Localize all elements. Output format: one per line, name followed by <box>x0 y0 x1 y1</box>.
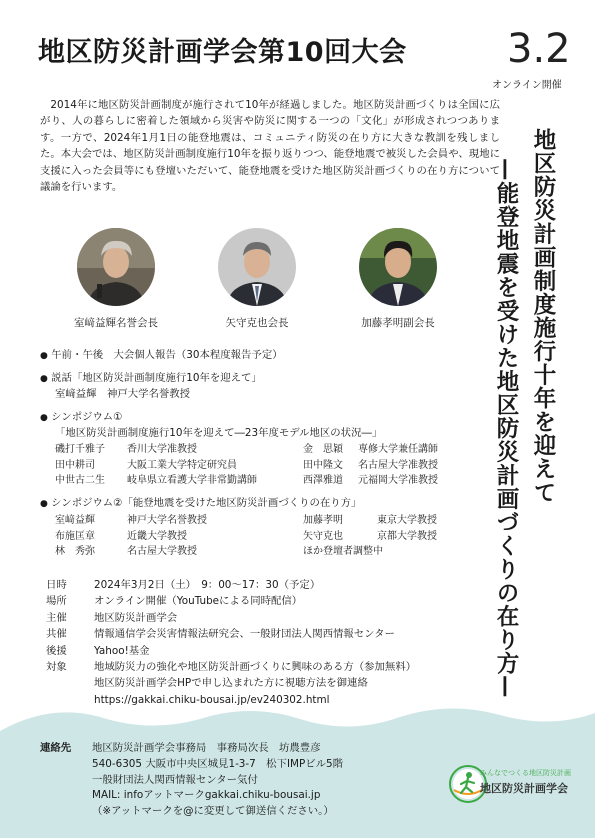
panelist-name: 西澤雅道 <box>303 475 343 486</box>
panelist-name: 金 思穎 <box>303 444 343 455</box>
panelist-affiliation: 神戸大学名誉教授 <box>127 515 207 526</box>
info-label: 対象 <box>46 660 67 673</box>
bullet-icon: ● <box>40 374 48 384</box>
info-label: 場所 <box>46 595 67 608</box>
info-value: 地区防災計画学会 <box>94 611 178 624</box>
speaker-photo-murosaki <box>77 228 155 306</box>
info-label: 日時 <box>46 579 67 591</box>
panelist-name: 室﨑益輝 <box>55 515 95 526</box>
contact-block <box>40 741 344 820</box>
program-item-4 <box>40 495 361 513</box>
info-value: 情報通信学会災害情報法研究会、一般財団法人関西情報センター <box>94 628 395 641</box>
bullet-icon: ● <box>40 351 48 361</box>
speaker-caption-1: 室﨑益輝名誉会長 <box>74 317 158 329</box>
panelist-name: 布施匡章 <box>55 530 95 542</box>
contact-row <box>40 788 321 804</box>
panelist-affiliation: 大阪工業大学特定研究員 <box>127 459 237 471</box>
info-row-audience <box>46 659 417 675</box>
program-item-4-title: シンポジウム②「能登地震を受けた地区防災計画づくりの在り方」 <box>51 497 362 509</box>
vertical-title-sub: —能登地震を受けた地区防災計画づくりの在り方— <box>493 158 519 699</box>
event-info <box>46 577 417 708</box>
contact-line: 地区防災計画学会事務局 事務局次長 坊農豊彦 <box>92 742 321 754</box>
program-item-2-title: 説話「地区防災計画制度施行10年を迎えて」 <box>51 372 262 384</box>
program-item-2 <box>40 370 262 388</box>
info-value: 2024年3月2日（土） 9：00～17：30（予定） <box>94 579 321 591</box>
registration-note: 地区防災計画学会HPで申し込まれた方に視聴方法を御連絡 <box>94 677 368 690</box>
vertical-title-main: 地区防災計画制度施行十年を迎えて <box>530 128 556 504</box>
panelist-affiliation: 専修大学兼任講師 <box>358 444 438 455</box>
panelist-affiliation: 元福岡大学准教授 <box>358 475 438 486</box>
contact-label: 連絡先 <box>40 742 72 754</box>
panelist-affiliation: 東京大学教授 <box>377 515 437 526</box>
info-registration-note <box>46 675 368 691</box>
online-tag: オンライン開催 <box>492 80 562 91</box>
panelist-name: 田中隆文 <box>303 459 343 471</box>
panelist-name: 加藤孝明 <box>303 515 343 526</box>
panelist-name: 中世古二生 <box>55 475 105 486</box>
contact-row <box>40 773 258 789</box>
panelist-name: 林 秀弥 <box>55 546 95 557</box>
contact-row <box>40 757 344 773</box>
info-row-sponsor <box>46 643 150 659</box>
page-title: 地区防災計画学会第10回大会 <box>38 37 407 68</box>
panelist-affiliation: 近畿大学教授 <box>127 530 187 542</box>
panelist-affiliation: 香川大学准教授 <box>127 444 197 455</box>
intro-paragraph: 2014年に地区防災計画制度が施行されて10年が経過しました。地区防災計画づくりは全国に広がり、人の暮らしに密着した領域から災害や防災に関する一つの「文化」が形成されつつあります。一方で、2024年1月1日の能登地震は、コミュニティ防災の在り方に大きな教訓を残しました。本大会では、地区防災計画制度施行10年を振り返りつつ、能登地震で被災した会員や、現地に支援に入った会員等にも登壇いただいて、能登地震を受けた地区防災計画づくりの在り方について議論を行います。 <box>40 99 500 194</box>
speaker-caption-2: 矢守克也会長 <box>225 317 289 329</box>
info-row-cohost <box>46 626 395 642</box>
info-label: 後援 <box>46 644 67 657</box>
contact-line: （※アットマークを@に変更して御送信ください。） <box>92 805 334 818</box>
panelist-name: 田中耕司 <box>55 459 95 471</box>
program-item-3-subtitle: 「地区防災計画制度施行10年を迎えて―23年度モデル地区の状況―」 <box>55 427 383 439</box>
info-label: 共催 <box>46 628 67 641</box>
panelist-name: 矢守克也 <box>303 530 343 542</box>
panelist-affiliation: 京都大学教授 <box>377 530 437 542</box>
speaker-photo-kato <box>359 228 437 306</box>
program-item-1-text: 午前・午後 大会個人報告（30本程度報告予定） <box>51 349 283 361</box>
panelist-affiliation: 名古屋大学准教授 <box>358 459 438 471</box>
info-row-date <box>46 577 321 593</box>
contact-row <box>40 741 321 757</box>
info-value: Yahoo!基金 <box>94 644 150 657</box>
panelist-name: 磯打千雅子 <box>55 444 105 455</box>
contact-line: 一般財団法人関西情報センター気付 <box>92 773 258 786</box>
speaker-photo-yamori <box>218 228 296 306</box>
bullet-icon: ● <box>40 499 48 509</box>
logo-tagline: みんなでつくる地区防災計画 <box>480 769 571 777</box>
logo-name: 地区防災計画学会 <box>480 782 568 795</box>
registration-link[interactable]: https://gakkai.chiku-bousai.jp/ev240302.html <box>94 693 330 706</box>
info-value: オンライン開催（YouTubeによる同時配信） <box>94 595 303 608</box>
program-item-1 <box>40 347 283 365</box>
panelist-name: ほか登壇者調整中 <box>303 546 383 557</box>
bullet-icon: ● <box>40 413 48 423</box>
info-value: 地域防災力の強化や地区防災計画づくりに興味のある方（参加無料） <box>94 660 417 673</box>
event-date: 3.2 <box>507 26 571 72</box>
contact-line: 540-6305 大阪市中央区城見1-3-7 松下IMPビル5階 <box>92 757 344 770</box>
program-item-2-speaker: 室﨑益輝 神戸大学名誉教授 <box>55 388 191 400</box>
panelist-affiliation: 名古屋大学教授 <box>127 546 197 557</box>
program-item-3 <box>40 409 122 427</box>
info-label: 主催 <box>46 611 67 624</box>
contact-email[interactable]: MAIL: infoアットマークgakkai.chiku-bousai.jp <box>92 789 321 802</box>
panelist-affiliation: 岐阜県立看護大学非常勤講師 <box>127 475 257 486</box>
info-row-organizer <box>46 610 178 626</box>
info-row-venue <box>46 593 303 609</box>
contact-row <box>40 804 334 820</box>
program-item-3-title: シンポジウム① <box>51 411 123 423</box>
speaker-caption-3: 加藤孝明副会長 <box>361 317 435 329</box>
